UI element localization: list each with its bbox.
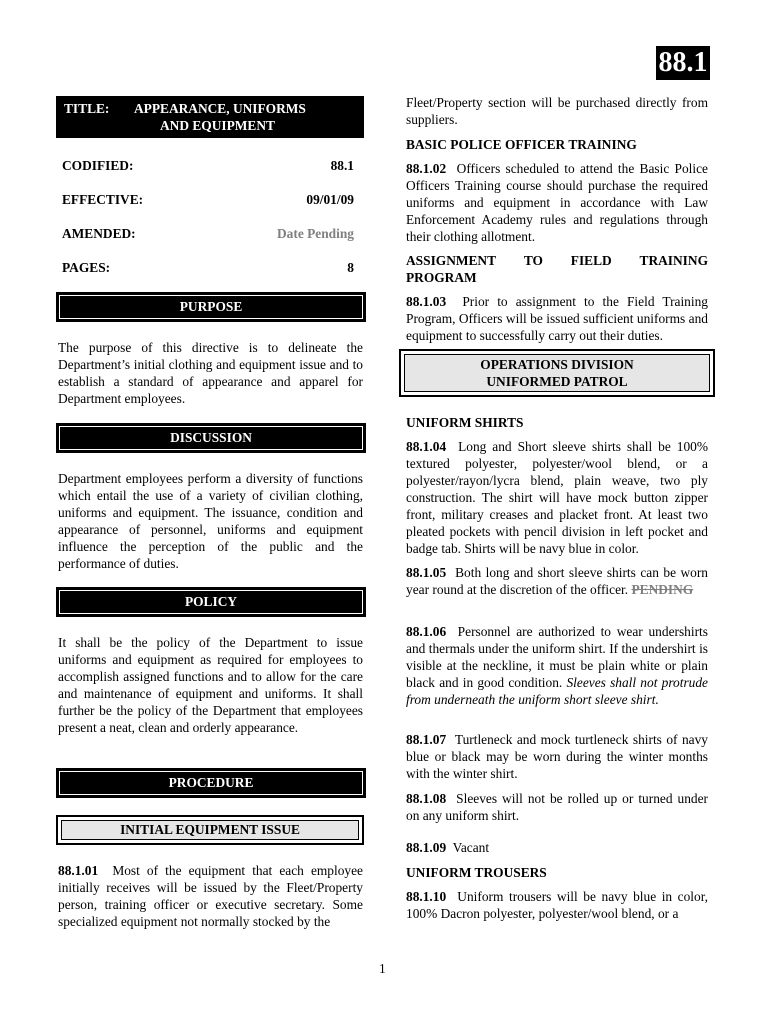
- continuation-text: Fleet/Property section will be purchased directly from suppliers.: [406, 95, 708, 127]
- initial-issue-heading-box: [56, 815, 364, 845]
- meta-value: 8: [347, 260, 354, 275]
- policy-heading-bar: [56, 587, 366, 617]
- paragraph-88-1-06: [406, 623, 708, 708]
- paragraph-text: Turtleneck and mock turtleneck shirts of navy blue or black may be worn during the winter months with the winter shirt.: [406, 732, 708, 781]
- field-training-heading: ASSIGNMENT TO FIELD TRAINING PROGRAM: [406, 253, 708, 285]
- paragraph-italic-note: Sleeves shall not protrude from underneath the uniform short sleeve shirt.: [406, 675, 708, 707]
- basic-training-heading: BASIC POLICE OFFICER TRAINING: [406, 137, 637, 152]
- paragraph-text: Prior to assignment to the Field Training Program, Officers will be issued sufficient uniforms and equipment to successfully carry out their duties.: [406, 294, 708, 343]
- discussion-heading: DISCUSSION: [59, 426, 363, 450]
- paragraph-88-1-05: [406, 564, 708, 598]
- paragraph-88-1-01: [58, 862, 363, 930]
- paragraph-number: 88.1.03: [406, 294, 447, 309]
- uniform-shirts-heading: UNIFORM SHIRTS: [406, 415, 524, 430]
- paragraph-88-1-02: [406, 160, 708, 245]
- paragraph-88-1-07: [406, 731, 708, 782]
- paragraph-number: 88.1.07: [406, 732, 447, 747]
- meta-value: 88.1: [330, 158, 354, 173]
- paragraph-text: Personnel are authorized to wear undershirts and thermals under the uniform shirt. If the undershirt is visible at the neckline, it must be plain white or plain black and in good condition.: [406, 624, 708, 690]
- operations-division-heading: [404, 354, 710, 392]
- meta-key: EFFECTIVE:: [62, 192, 144, 207]
- title-box: [56, 96, 364, 138]
- meta-key: AMENDED:: [62, 226, 136, 241]
- paragraph-number: 88.1.09: [406, 840, 447, 855]
- title-line-1: APPEARANCE, UNIFORMS: [134, 101, 306, 116]
- directive-number-badge: 88.1: [656, 46, 710, 80]
- paragraph-number: 88.1.10: [406, 889, 447, 904]
- operations-line-2: UNIFORMED PATROL: [486, 374, 628, 389]
- meta-effective: [62, 191, 354, 208]
- paragraph-number: 88.1.04: [406, 439, 447, 454]
- purpose-heading-bar: [56, 292, 366, 322]
- meta-pages: [62, 259, 354, 276]
- paragraph-88-1-08: [406, 790, 708, 824]
- purpose-heading: PURPOSE: [59, 295, 363, 319]
- paragraph-88-1-03: [406, 293, 708, 344]
- operations-line-1: OPERATIONS DIVISION: [480, 357, 634, 372]
- paragraph-number: 88.1.08: [406, 791, 447, 806]
- paragraph-text: Officers scheduled to attend the Basic Police Officers Training course should purchase the required uniforms and equipment in accordance with Law Enforcement Academy rules and regulations through their clothing allotment.: [406, 161, 708, 244]
- paragraph-88-1-04: [406, 438, 708, 557]
- paragraph-text: Most of the equipment that each employee initially receives will be issued by the Fleet/Property person, training officer or executive secretary. Some specialized equipment not normally stocked by the: [58, 863, 363, 929]
- meta-key: CODIFIED:: [62, 158, 134, 173]
- paragraph-text: Sleeves will not be rolled up or turned under on any uniform shirt.: [406, 791, 708, 823]
- meta-key: PAGES:: [62, 260, 111, 275]
- paragraph-88-1-09: [406, 839, 708, 856]
- meta-value-pending: Date Pending: [277, 226, 354, 241]
- uniform-trousers-heading: UNIFORM TROUSERS: [406, 865, 547, 880]
- paragraph-number: 88.1.05: [406, 565, 447, 580]
- paragraph-text: Uniform trousers will be navy blue in color, 100% Dacron polyester, polyester/wool blend, or a: [406, 889, 708, 921]
- paragraph-text: Long and Short sleeve shirts shall be 100% textured polyester, polyester/wool blend, or a polyester/rayon/lycra blend, plain weave, two ply construction. The shirt will have mock button zipper front, military creases and placket front. At least two pleated pockets with pencil division in left pocket and badge tab. Shirts will be navy blue in color.: [406, 439, 708, 556]
- meta-value: 09/01/09: [306, 192, 354, 207]
- meta-codified: [62, 157, 354, 174]
- purpose-text: The purpose of this directive is to delineate the Department’s initial clothing and equipment issue and to establish a standard of appearance and apparel for Department employees.: [58, 340, 363, 406]
- discussion-text: Department employees perform a diversity of functions which entail the use of a variety of civilian clothing, uniforms and equipment. The issuance, condition and appearance of personnel, uniforms and equipment influence the perception of the public and the performance of duties.: [58, 471, 363, 571]
- procedure-heading-bar: [56, 768, 366, 798]
- pending-strikethrough: PENDING: [631, 582, 694, 597]
- paragraph-number: 88.1.06: [406, 624, 447, 639]
- page-number: 1: [379, 961, 386, 976]
- paragraph-number: 88.1.01: [58, 863, 99, 878]
- policy-text: It shall be the policy of the Department to issue uniforms and equipment as required for employees to accomplish assigned functions and to allow for the care and maintenance of equipment and uniforms. It shall further be the policy of the Department that employees present a neat, clean and orderly appearance.: [58, 635, 363, 735]
- procedure-heading: PROCEDURE: [59, 771, 363, 795]
- discussion-heading-bar: [56, 423, 366, 453]
- title-label: TITLE:: [64, 101, 110, 116]
- paragraph-text: Vacant: [452, 840, 490, 855]
- meta-amended: [62, 225, 354, 242]
- operations-division-box: [399, 349, 715, 397]
- initial-issue-heading: INITIAL EQUIPMENT ISSUE: [61, 820, 359, 840]
- policy-heading: POLICY: [59, 590, 363, 614]
- paragraph-88-1-10: [406, 888, 708, 922]
- paragraph-number: 88.1.02: [406, 161, 447, 176]
- paragraph-text: Both long and short sleeve shirts can be worn year round at the discretion of the officer.: [406, 565, 708, 597]
- title-line-2: AND EQUIPMENT: [160, 118, 275, 133]
